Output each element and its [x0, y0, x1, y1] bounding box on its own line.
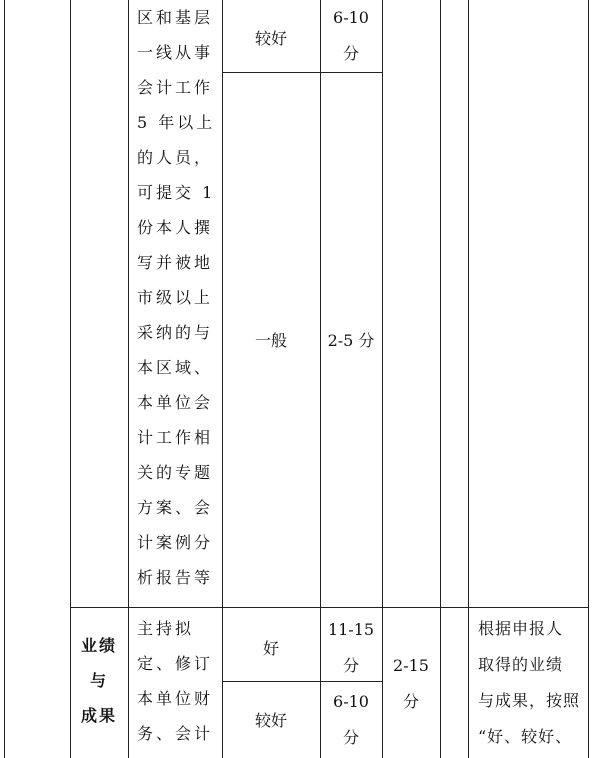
criteria-text-block-1	[137, 0, 215, 595]
score-line: 6-10	[333, 8, 369, 27]
text-line: 会计工作	[137, 78, 214, 97]
text-line: 区和基层	[137, 8, 214, 27]
description-text	[478, 611, 580, 755]
rating-excellent: 好	[262, 639, 279, 658]
text-line: 可提交 1	[137, 183, 216, 202]
score-line: 11-15	[327, 620, 375, 639]
category-line: 业绩	[80, 636, 117, 655]
text-line: 的人员，	[137, 148, 214, 167]
score-line: 分	[342, 44, 359, 63]
score-line: 2-15	[393, 656, 429, 675]
rating-general: 一般	[254, 331, 287, 350]
score-good	[320, 0, 382, 72]
rating-good-b: 较好	[254, 711, 287, 730]
text-line: 关的专题	[137, 463, 214, 482]
score-good-b	[320, 684, 382, 756]
text-line: 方案、会	[137, 498, 214, 517]
category-line: 成果	[80, 706, 117, 725]
text-line: 计案例分	[137, 533, 214, 552]
row-divider	[222, 72, 382, 73]
score-line: 分	[402, 692, 419, 711]
text-line: 计工作相	[137, 428, 214, 447]
score-line: 分	[342, 728, 359, 747]
text-line: 务、会计	[137, 724, 214, 743]
text-line: 采纳的与	[137, 323, 214, 342]
text-line: 根据申报人	[478, 619, 564, 638]
text-line: 主持拟	[137, 619, 195, 638]
row-divider	[70, 607, 588, 608]
text-line: 本区域、	[137, 358, 214, 377]
col-divider	[468, 0, 469, 758]
text-line: 本单位财	[137, 689, 214, 708]
text-line: “好、较好、	[478, 727, 573, 746]
text-line: 取得的业绩	[478, 655, 564, 674]
text-line: 本单位会	[137, 393, 214, 412]
category-line: 与	[89, 671, 108, 690]
score-general: 2-5 分	[327, 331, 375, 350]
text-line: 与成果，按照	[478, 691, 581, 710]
score-line: 6-10	[333, 692, 369, 711]
table-border-right	[588, 0, 589, 758]
score-excellent	[320, 612, 382, 684]
text-line: 5 年以上	[137, 113, 216, 132]
text-line: 份本人撰	[137, 218, 214, 237]
text-line: 一线从事	[137, 43, 214, 62]
category-label	[70, 628, 128, 733]
text-line: 定、修订	[137, 654, 214, 673]
score-line: 分	[342, 656, 359, 675]
table-border-left	[4, 0, 5, 758]
text-line: 写并被地	[137, 253, 214, 272]
total-score	[382, 648, 440, 720]
criteria-text-block-2	[137, 611, 213, 751]
text-line: 析报告等	[137, 568, 214, 587]
text-line: 市级以上	[137, 288, 214, 307]
col-divider	[128, 0, 129, 758]
col-divider	[440, 0, 441, 758]
col-divider	[382, 0, 383, 758]
rating-good: 较好	[254, 29, 287, 48]
